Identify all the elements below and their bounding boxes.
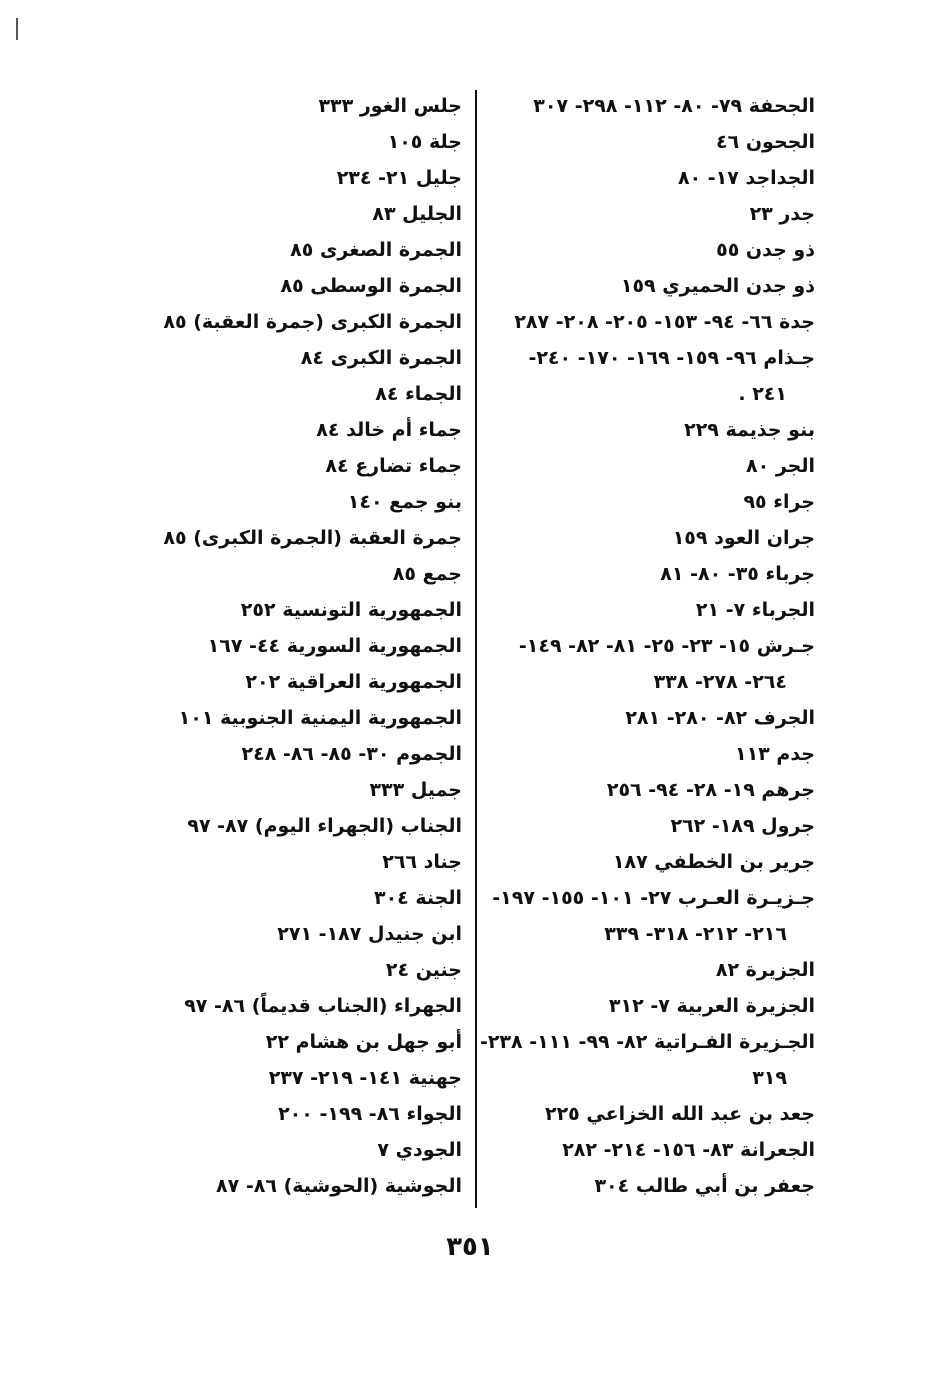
index-entry: الجودي ٧ <box>377 1139 462 1161</box>
index-entry: جهنية ١٤١- ٢١٩- ٢٣٧ <box>268 1067 462 1089</box>
index-entry: الجعرانة ٨٣- ١٥٦- ٢١٤- ٢٨٢ <box>562 1139 815 1161</box>
index-entry: الجزيرة العربية ٧- ٣١٢ <box>608 995 815 1017</box>
index-entry: الجمرة الكبرى (جمرة العقبة) ٨٥ <box>163 311 462 333</box>
index-entry: جلة ١٠٥ <box>387 131 462 153</box>
index-entry: ٢٦٤- ٢٧٨- ٣٣٨ <box>653 671 787 693</box>
index-entry: جمع ٨٥ <box>392 563 462 585</box>
index-entry: ٣١٩ <box>752 1067 787 1089</box>
index-entry: جماء تضارع ٨٤ <box>325 455 462 477</box>
index-entry: الجواء ٨٦- ١٩٩- ٢٠٠ <box>278 1103 462 1125</box>
index-entry: جرول ١٨٩- ٢٦٢ <box>670 815 815 837</box>
index-entry: جعد بن عبد الله الخزاعي ٢٢٥ <box>544 1103 815 1125</box>
index-entry: الجمرة الوسطى ٨٥ <box>280 275 462 297</box>
index-column-right <box>475 88 815 1204</box>
scan-corner-mark <box>16 18 18 40</box>
index-entry: الجحفة ٧٩- ٨٠- ١١٢- ٢٩٨- ٣٠٧ <box>533 95 815 117</box>
index-entry: الجمهورية اليمنية الجنوبية ١٠١ <box>178 707 462 729</box>
index-entry: جران العود ١٥٩ <box>672 527 815 549</box>
index-entry: جرباء ٣٥- ٨٠- ٨١ <box>660 563 815 585</box>
index-entry: الجناب (الجهراء اليوم) ٨٧- ٩٧ <box>187 815 462 837</box>
page-number: ٣٥١ <box>446 1232 494 1262</box>
index-entry: ذو جدن الحميري ١٥٩ <box>620 275 815 297</box>
index-entry: بنو جذيمة ٢٢٩ <box>684 419 815 441</box>
index-entry: الجنة ٣٠٤ <box>373 887 462 909</box>
index-entry: جراء ٩٥ <box>743 491 815 513</box>
index-entry: الجماء ٨٤ <box>375 383 462 405</box>
index-entry: ابن جنيدل ١٨٧- ٢٧١ <box>277 923 462 945</box>
index-entry: الجمهورية العراقية ٢٠٢ <box>245 671 462 693</box>
index-entry: جماء أم خالد ٨٤ <box>316 419 462 441</box>
index-entry: جناد ٢٦٦ <box>382 851 462 873</box>
index-entry: الجمرة الصغرى ٨٥ <box>290 239 462 261</box>
index-entry: الجمرة الكبرى ٨٤ <box>300 347 462 369</box>
index-entry: جـذام ٩٦- ١٥٩- ١٦٩- ١٧٠- ٢٤٠- <box>528 347 815 369</box>
index-entry: جـزيـرة العـرب ٢٧- ١٠١- ١٥٥- ١٩٧- <box>492 887 815 909</box>
index-entry: الجرباء ٧- ٢١ <box>695 599 815 621</box>
index-entry: جرهم ١٩- ٢٨- ٩٤- ٢٥٦ <box>606 779 815 801</box>
index-entry: أبو جهل بن هشام ٢٢ <box>265 1031 462 1053</box>
index-entry: الجهراء (الجناب قديماً) ٨٦- ٩٧ <box>184 995 462 1017</box>
index-entry: ٢٤١ . <box>738 383 787 405</box>
index-entry: ٢١٦- ٢١٢- ٣١٨- ٣٣٩ <box>604 923 787 945</box>
index-entry: الجمهورية التونسية ٢٥٢ <box>240 599 462 621</box>
index-entry: الجوشية (الحوشية) ٨٦- ٨٧ <box>216 1175 462 1197</box>
index-entry: الجحون ٤٦ <box>716 131 815 153</box>
index-entry: الجزيرة ٨٢ <box>715 959 815 981</box>
index-entry: جرير بن الخطفي ١٨٧ <box>612 851 815 873</box>
index-entry: الجمهورية السورية ٤٤- ١٦٧ <box>207 635 462 657</box>
index-entry: الجـزيرة الفـراتية ٨٢- ٩٩- ١١١- ٢٣٨- <box>479 1031 815 1053</box>
index-entry: ذو جدن ٥٥ <box>716 239 815 261</box>
index-column-left <box>162 88 462 1204</box>
index-entry: جدم ١١٣ <box>734 743 815 765</box>
index-entry: جعفر بن أبي طالب ٣٠٤ <box>594 1175 815 1197</box>
index-entry: الجرف ٨٢- ٢٨٠- ٢٨١ <box>625 707 815 729</box>
index-entry: جميل ٣٣٣ <box>369 779 462 801</box>
index-entry: جمرة العقبة (الجمرة الكبرى) ٨٥ <box>163 527 462 549</box>
index-entry: جدة ٦٦- ٩٤- ١٥٣- ٢٠٥- ٢٠٨- ٢٨٧ <box>514 311 815 333</box>
index-entry: جليل ٢١- ٢٣٤ <box>336 167 462 189</box>
index-entry: الجداجد ١٧- ٨٠ <box>677 167 815 189</box>
column-divider <box>475 90 477 1208</box>
index-entry: الجليل ٨٣ <box>372 203 462 225</box>
index-entry: الجر ٨٠ <box>746 455 815 477</box>
index-entry: بنو جمع ١٤٠ <box>347 491 462 513</box>
index-entry: جدر ٢٣ <box>749 203 815 225</box>
index-entry: الجموم ٣٠- ٨٥- ٨٦- ٢٤٨ <box>241 743 462 765</box>
index-entry: جـرش ١٥- ٢٣- ٢٥- ٨١- ٨٢- ١٤٩- <box>518 635 815 657</box>
index-entry: جلس الغور ٣٣٣ <box>318 95 462 117</box>
index-entry: جنين ٢٤ <box>385 959 462 981</box>
